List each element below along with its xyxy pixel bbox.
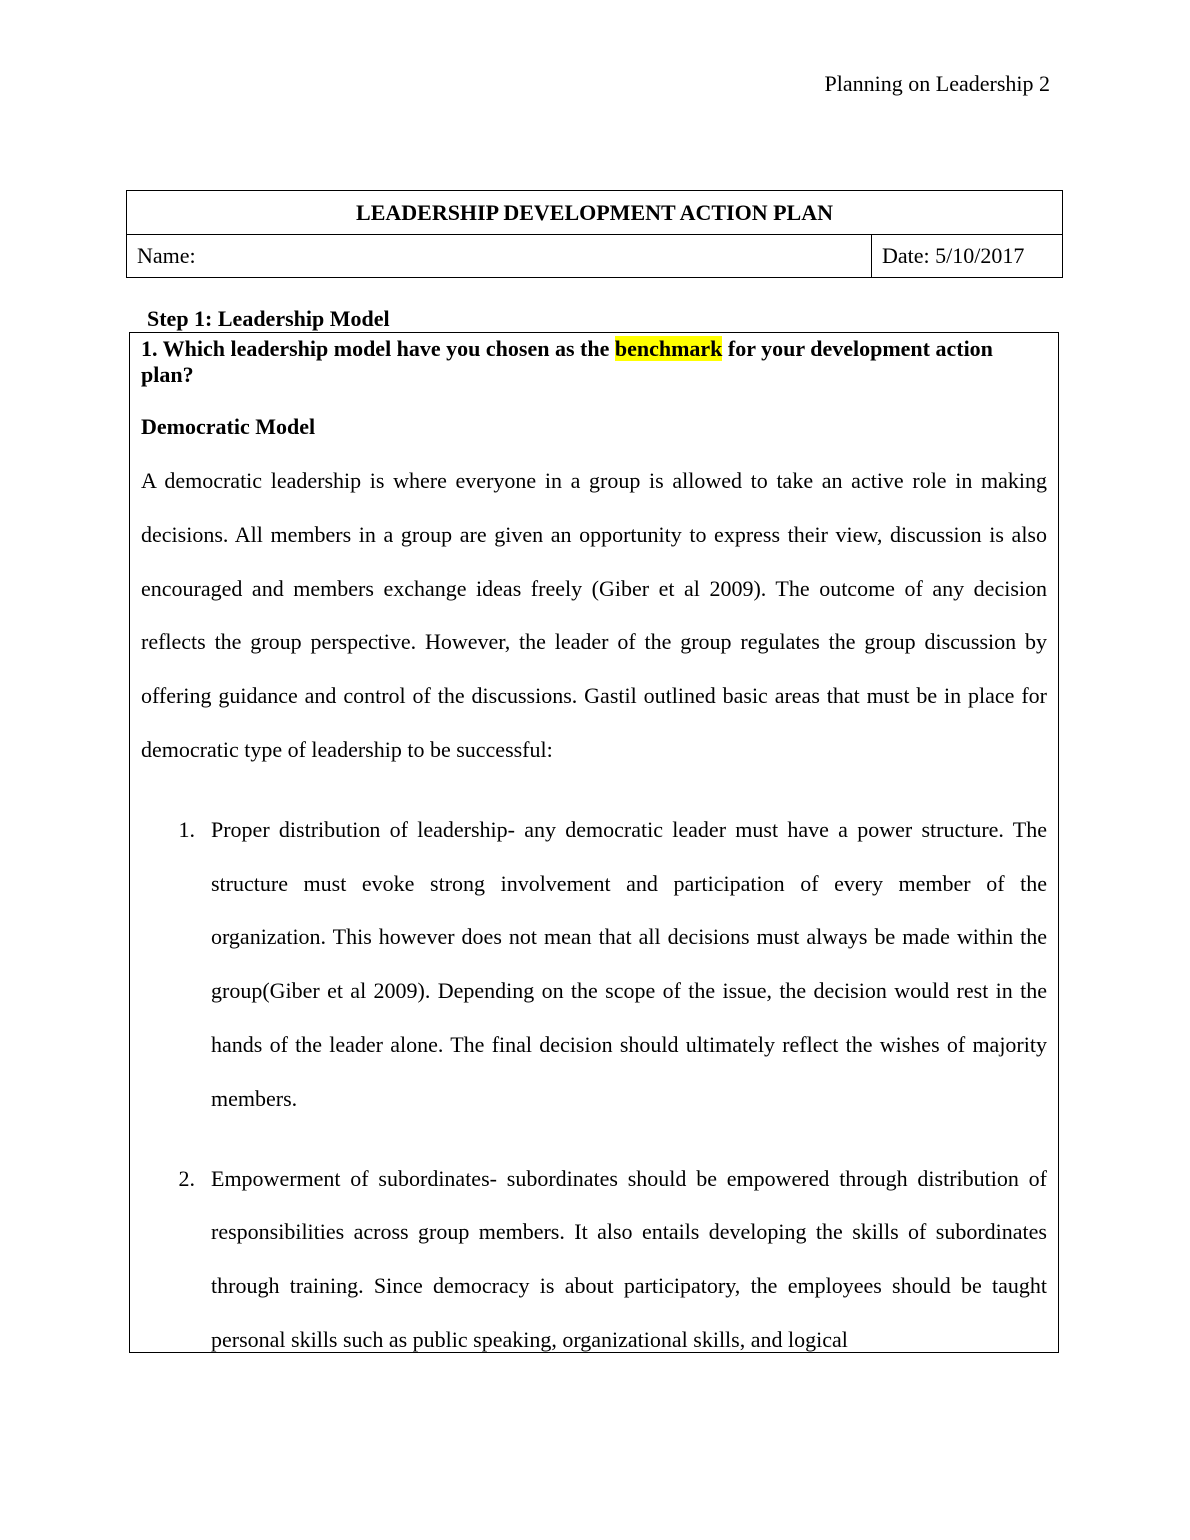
question-text (141, 336, 1047, 388)
date-field: Date: 5/10/2017 (872, 235, 1063, 278)
model-description: A democratic leadership is where everyone in a group is allowed to take an active role in making decisions. All members in a group are given an opportunity to express their view, discussion is also encouraged and members exchange ideas freely (Giber et al 2009). The outcome of any decision reflects the group perspective. However, the leader of the group regulates the group discussion by offering guidance and control of the discussions. Gastil outlined basic areas that must be in place for democratic type of leadership to be successful: (141, 468, 1047, 762)
list-number: 2. (178, 1165, 195, 1191)
action-plan-table (126, 190, 1063, 278)
plan-title: LEADERSHIP DEVELOPMENT ACTION PLAN (127, 191, 1063, 235)
list-item (141, 1152, 1047, 1353)
list-item (141, 803, 1047, 1126)
question-after: for your development action plan? (141, 336, 993, 387)
name-field: Name: (127, 235, 872, 278)
highlighted-word: benchmark (614, 336, 723, 361)
list-number: 1. (178, 816, 195, 842)
list-text: Proper distribution of leadership- any democratic leader must have a power structure. The structure must evoke strong involvement and participation of every member of the organization. This however does not mean that all decisions must always be made within the group(Giber et al 2009). Depending on the scope of the issue, the decision would rest in the hands of the leader alone. The final decision should ultimately reflect the wishes of majority members. (211, 816, 1047, 1111)
step-content-box (129, 332, 1059, 1353)
running-head: Planning on Leadership 2 (824, 71, 1050, 96)
model-title: Democratic Model (141, 414, 316, 439)
success-areas-list (141, 803, 1047, 1353)
question-before: 1. Which leadership model have you chosen as the (141, 336, 615, 361)
list-text: Empowerment of subordinates- subordinates should be empowered through distribution of responsibilities across group members. It also entails developing the skills of subordinates through training. Since democracy is about participatory, the employees should be taught personal skills such as public speaking, organizational skills, and logical (211, 1165, 1047, 1352)
step-heading: Step 1: Leadership Model (147, 306, 390, 331)
